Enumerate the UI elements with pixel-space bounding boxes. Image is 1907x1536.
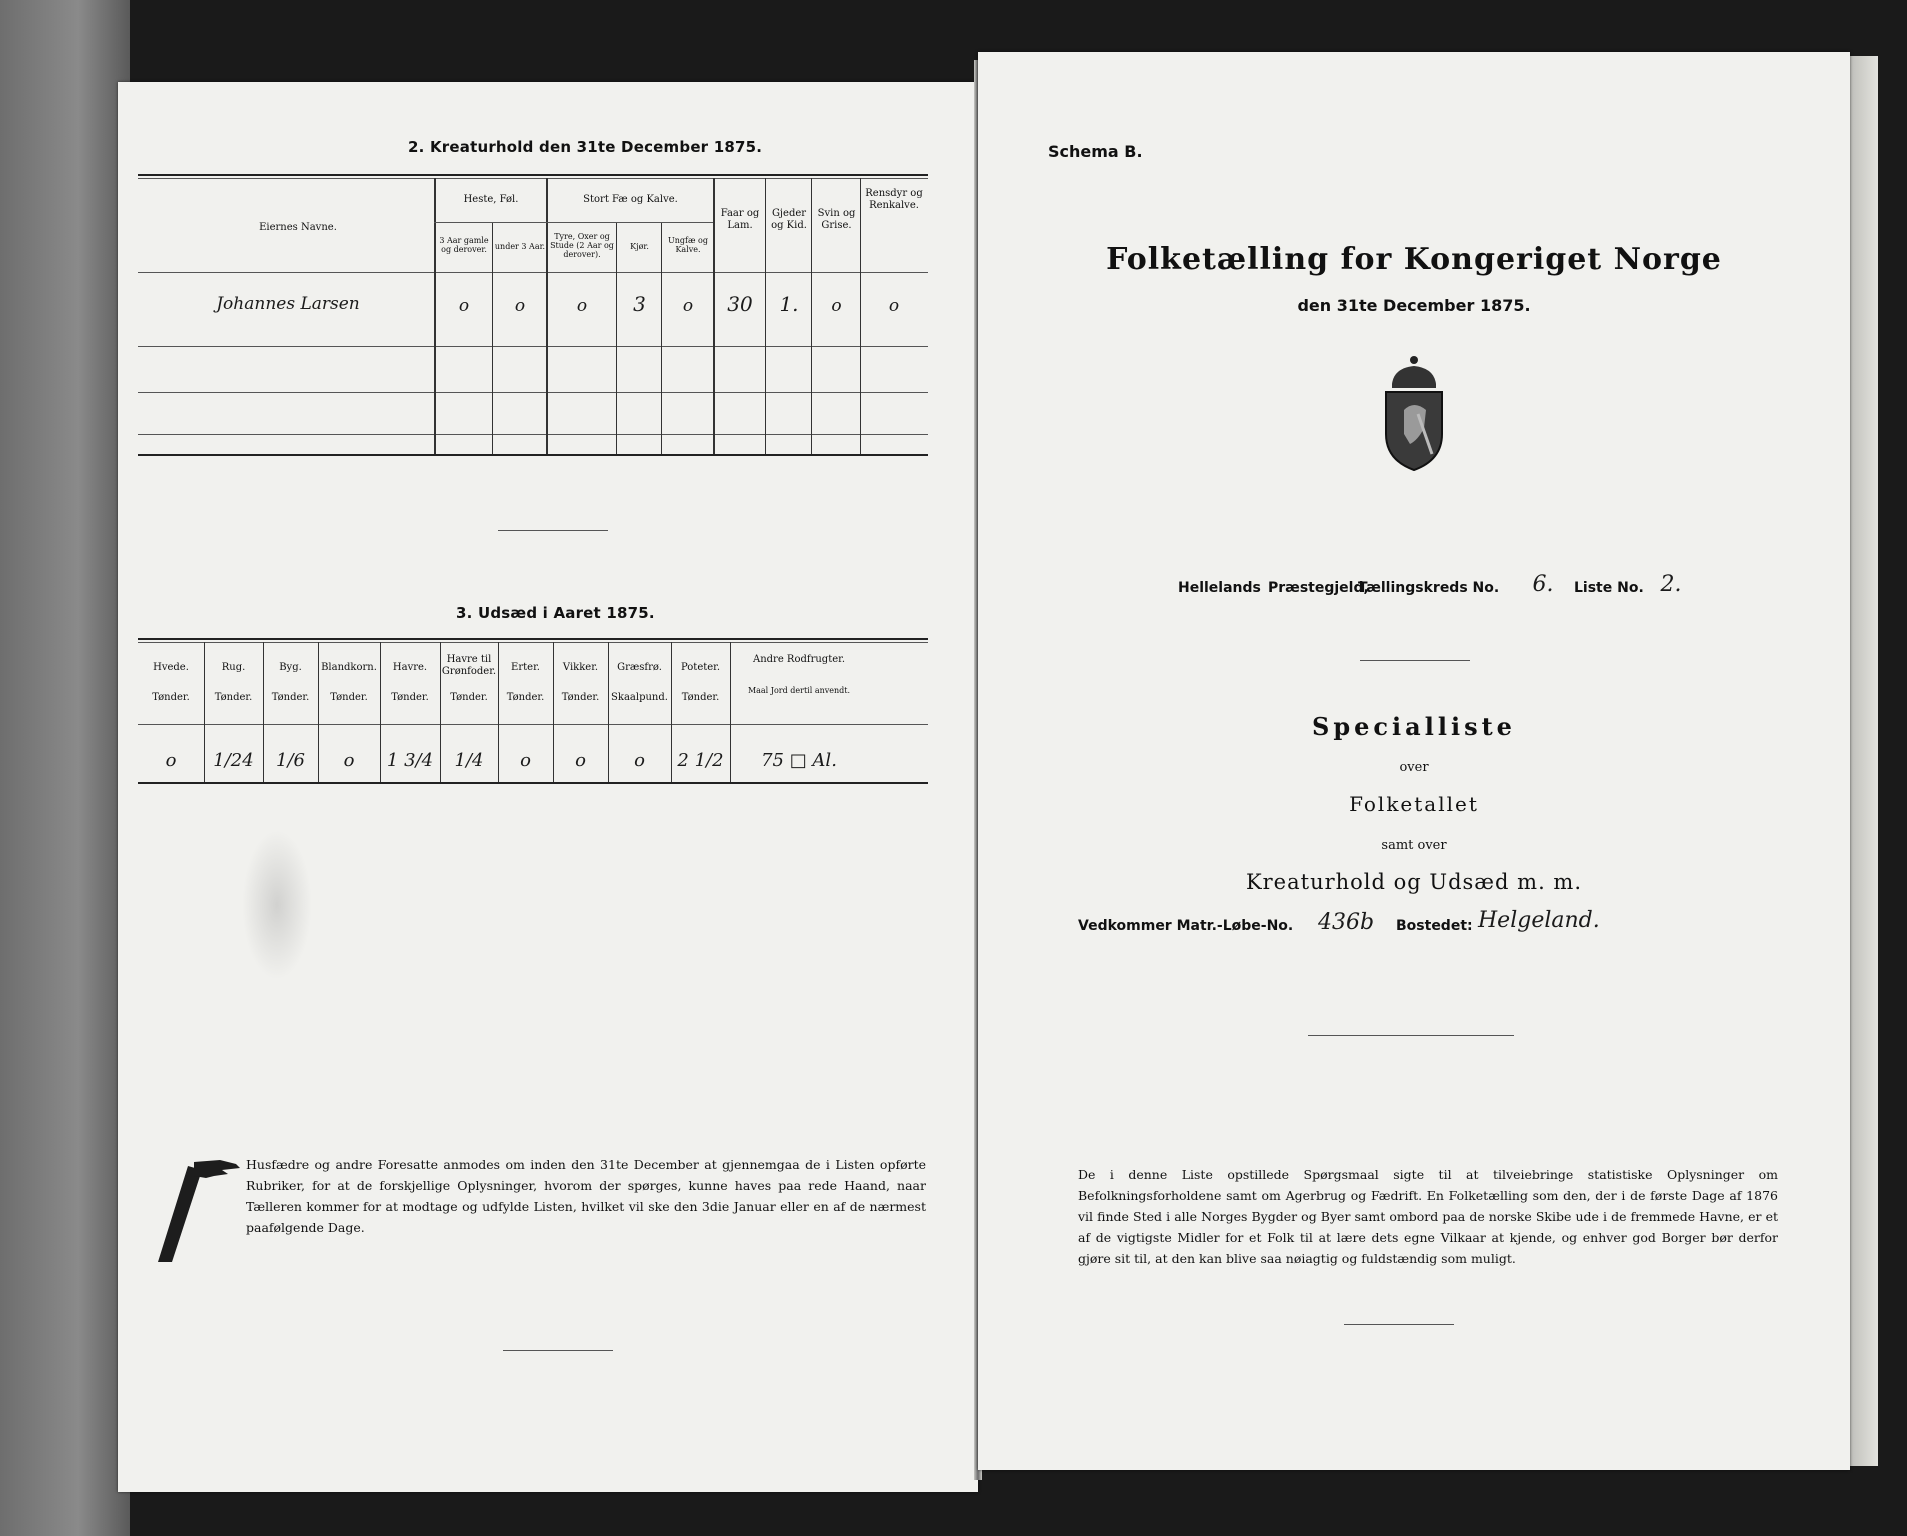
udsaed-value: o — [343, 750, 355, 771]
kjor-value: 3 — [633, 292, 646, 316]
heste-header: Heste, Føl. — [463, 194, 519, 205]
over-label: over — [1399, 760, 1429, 775]
udsaed-col-unit: Tønder. — [330, 692, 368, 703]
bostedet-value: Helgeland. — [1478, 908, 1600, 933]
udsaed-col-header: Vikker. — [562, 662, 599, 673]
table3-top-rule-2 — [138, 642, 928, 643]
table2-bottom-rule — [138, 454, 928, 456]
stortfae-header: Stort Fæ og Kalve. — [583, 194, 678, 205]
notice-text: Husfædre og andre Foresatte anmodes om inden den 31te December at gjennemgaa de i Listen opførte Rubriker, for at de forskjellige Oplysninger, hvorom der spørges, kunne haves paa rede Haand, naar Tælleren kommer for at modtage og udfylde Listen, hvilket vil ske den 3die Januar eller en af de nærmest paafølgende Dage. — [246, 1157, 926, 1235]
table3-header-rule — [138, 724, 928, 725]
table2-row-rule — [138, 392, 928, 393]
divider — [503, 1350, 613, 1351]
owner-header: Eiernes Navne. — [259, 222, 337, 233]
folketallet-label: Folketallet — [1349, 792, 1479, 816]
divider — [1308, 1035, 1514, 1036]
table2-col-line — [860, 178, 861, 454]
table2-col-line — [546, 178, 548, 454]
udsaed-col-header: Andre Rodfrugter. — [752, 654, 845, 665]
owner-name: Johannes Larsen — [216, 294, 360, 314]
pointing-hand-icon — [158, 1152, 248, 1266]
stortfae-sub2: Kjør. — [630, 242, 649, 251]
section2-title: 2. Kreaturhold den 31te December 1875. — [408, 138, 763, 156]
matr-number: 436b — [1317, 910, 1375, 935]
prestegjeld-label: Præstegjeld, — [1268, 580, 1369, 596]
udsaed-col-header: Havre. — [392, 662, 428, 673]
udsaed-col-unit: Skaalpund. — [611, 692, 668, 703]
udsaed-col-header: Byg. — [279, 662, 302, 673]
udsaed-value: 1/4 — [454, 750, 484, 771]
udsaed-col-header: Blandkorn. — [321, 662, 377, 673]
heste-old-value: o — [458, 296, 470, 316]
table2-col-line — [616, 222, 617, 454]
table3-bottom-rule — [138, 782, 928, 784]
heste-young-value: o — [514, 296, 526, 316]
udsaed-value: 1 3/4 — [386, 750, 434, 771]
main-title: Folketælling for Kongeriget Norge — [1106, 242, 1722, 277]
kreds-number: 6. — [1532, 572, 1554, 597]
udsaed-value: o — [520, 750, 531, 771]
udsaed-col-header: Poteter. — [680, 662, 721, 673]
table2-col-line — [765, 178, 766, 454]
gjeder-header: Gjeder og Kid. — [771, 208, 807, 231]
kreds-label: Tællingskreds No. — [1358, 580, 1500, 596]
udsaed-col-unit: Tønder. — [450, 692, 488, 703]
udsaed-value: o — [575, 750, 586, 771]
udsaed-col-unit: Tønder. — [152, 692, 190, 703]
divider — [1344, 1324, 1454, 1325]
table2-top-rule-2 — [138, 178, 928, 179]
bostedet-label: Bostedet: — [1396, 918, 1473, 934]
left-page — [118, 82, 978, 1492]
table2-col-line — [661, 222, 662, 454]
samt-over-label: samt over — [1381, 838, 1447, 853]
stortfae-sub3: Ungfæ og Kalve. — [668, 236, 708, 254]
udsaed-col-header: Erter. — [511, 662, 540, 673]
svin-header: Svin og Grise. — [817, 208, 856, 231]
udsaed-col-unit: Tønder. — [391, 692, 429, 703]
faar-header: Faar og Lam. — [720, 208, 760, 231]
heste-sub1: 3 Aar gamle og derover. — [439, 236, 489, 254]
table2-col-line — [713, 178, 715, 454]
table3-top-rule — [138, 638, 928, 640]
ungfae-value: o — [682, 296, 694, 316]
svin-value: o — [831, 296, 842, 316]
gjeder-value: 1. — [779, 292, 799, 316]
udsaed-col-header: Hvede. — [153, 662, 189, 673]
table2-row-rule — [138, 434, 928, 435]
divider — [1360, 660, 1470, 661]
udsaed-col-unit: Tønder. — [681, 692, 720, 703]
table2-row-rule — [138, 346, 928, 347]
table2-header-rule — [138, 272, 928, 273]
table2-subheader-rule — [434, 222, 713, 223]
heste-sub2: under 3 Aar. — [494, 242, 546, 251]
udsaed-value: 2 1/2 — [677, 750, 724, 771]
liste-number: 2. — [1660, 572, 1682, 597]
udsaed-col-header: Græsfrø. — [617, 662, 662, 673]
page-edge — [1848, 56, 1878, 1466]
table2-col-line — [492, 222, 493, 454]
udsaed-col-unit: Tønder. — [271, 692, 310, 703]
table2-top-rule — [138, 174, 928, 176]
table2-col-line — [811, 178, 812, 454]
main-subtitle: den 31te December 1875. — [1297, 296, 1531, 315]
background-strip — [0, 0, 130, 1536]
udsaed-col-header: Rug. — [221, 662, 246, 673]
udsaed-value: o — [634, 750, 645, 771]
tyre-value: o — [576, 296, 588, 316]
rensdyr-value: o — [888, 296, 900, 316]
udsaed-col-unit: Maal Jord dertil anvendt. — [747, 686, 851, 695]
district-name: Hellelands — [1178, 580, 1261, 596]
rensdyr-header: Rensdyr og Renkalve. — [865, 188, 923, 211]
udsaed-col-unit: Tønder. — [506, 692, 545, 703]
udsaed-value: o — [165, 750, 177, 771]
faar-value: 30 — [727, 292, 753, 316]
specialliste-title: Specialliste — [1312, 712, 1516, 741]
section3-title: 3. Udsæd i Aaret 1875. — [456, 604, 655, 622]
schema-label: Schema B. — [1048, 142, 1143, 161]
udsaed-col-unit: Tønder. — [214, 692, 253, 703]
udsaed-value: 1/24 — [213, 750, 254, 771]
table2-col-line — [434, 178, 436, 454]
right-page — [978, 52, 1850, 1470]
udsaed-col-unit: Tønder. — [561, 692, 600, 703]
divider — [498, 530, 608, 531]
liste-label: Liste No. — [1574, 580, 1644, 596]
kreaturhold-label: Kreaturhold og Udsæd m. m. — [1245, 870, 1583, 894]
matr-label: Vedkommer Matr.-Løbe-No. — [1078, 918, 1294, 934]
udsaed-col-header: Havre til Grønfoder. — [441, 654, 497, 677]
udsaed-value: 75 □ Al. — [761, 750, 837, 771]
stortfae-sub1: Tyre, Oxer og Stude (2 Aar og derover). — [550, 232, 614, 259]
udsaed-value: 1/6 — [276, 750, 305, 771]
coat-of-arms-icon — [1374, 354, 1454, 478]
stamp-smudge — [242, 830, 312, 980]
explanatory-paragraph: De i denne Liste opstillede Spørgsmaal sigte til at tilveiebringe statistiske Oplysninger om Befolkningsforholdene samt om Agerbrug og Fædrift. En Folketælling som den, der i de første Dage af 1876 vil finde Sted i alle Norges Bygder og Byer samt ombord paa de norske Skibe ude i de fremmede Havne, er et af de vigtigste Midler for et Folk til at lære dets egne Vilkaar at kjende, og enhver god Borger bør derfor gjøre sit til, at den kan blive saa nøiagtig og fuldstændig som muligt. — [1078, 1167, 1778, 1266]
